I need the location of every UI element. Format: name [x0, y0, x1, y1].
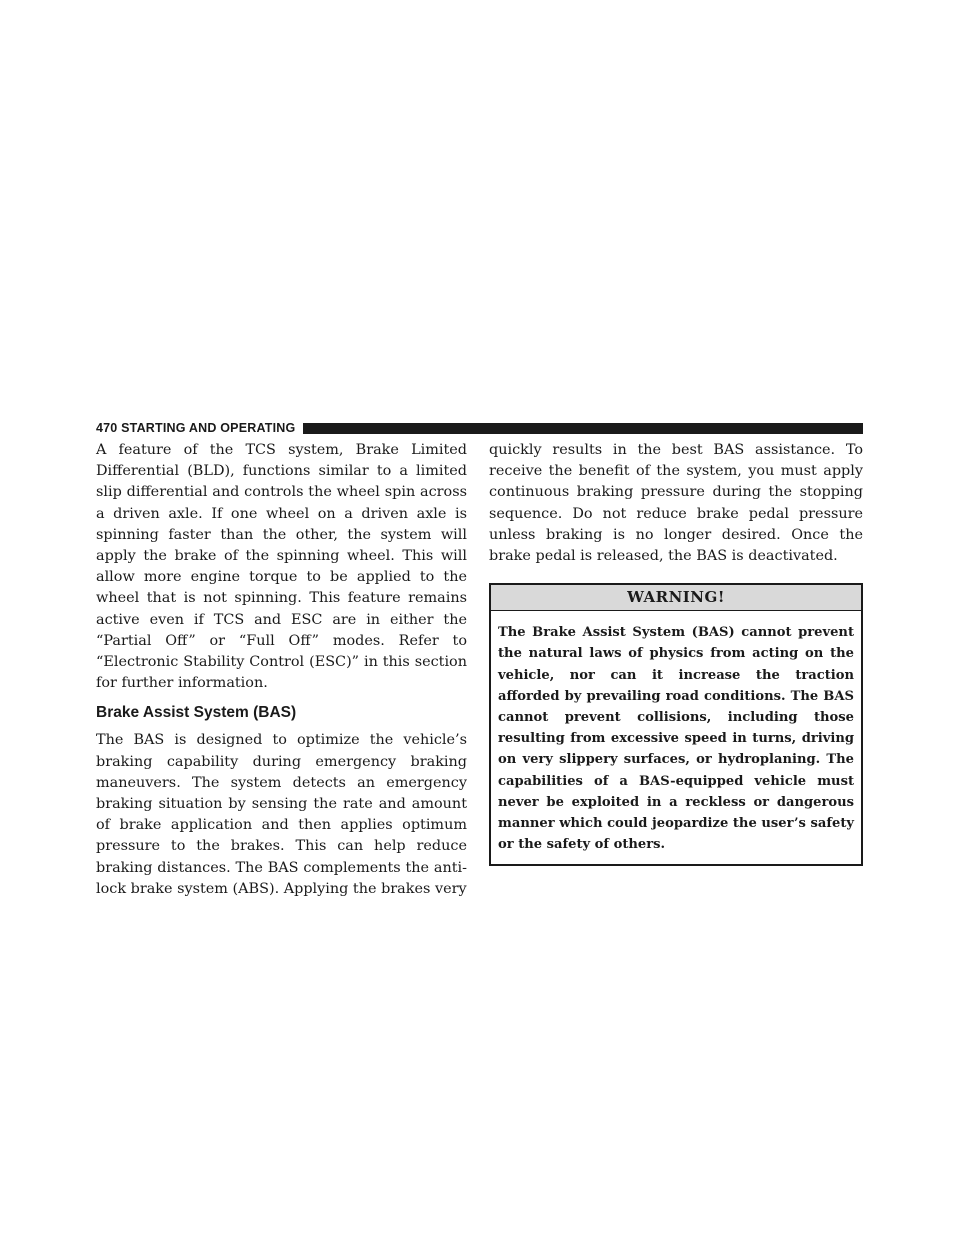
bas-continuation-paragraph: quickly results in the best BAS assistance. To receive the benefit of the system, you must apply continuous braking pressure during the stopping sequence. Do not reduce brake pedal pressure unless braking is no longer desired. Once the brake pedal is released, the BAS is deactivated.	[489, 442, 863, 565]
header-rule-bar	[303, 423, 863, 434]
bas-intro-paragraph: The BAS is designed to optimize the vehicle’s braking capability during emergency braking maneuvers. The system detects an emergency braking situation by sensing the rate and amount of brake application and then applies optimum pressure to the brakes. This can help reduce braking distances. The BAS complements the anti-lock brake system (ABS). Applying the brakes very	[96, 732, 467, 897]
warning-box	[489, 583, 863, 866]
page-header	[96, 420, 863, 436]
left-column	[96, 440, 467, 900]
section-heading-bas: Brake Assist System (BAS)	[96, 704, 297, 722]
page-number-and-chapter: 470 STARTING AND OPERATING	[96, 421, 296, 435]
tcs-bld-paragraph: A feature of the TCS system, Brake Limited Differential (BLD), functions similar to a limited slip differential and controls the wheel spin across a driven axle. If one wheel on a driven axle is spinning faster than the other, the system will apply the brake of the spinning wheel. This will allow more engine torque to be applied to the wheel that is not spinning. This feature remains active even if TCS and ESC are in either the “Partial Off” or “Full Off” modes. Refer to “Electronic Stability Control (ESC)” in this section for further information.	[96, 442, 467, 692]
right-column	[489, 440, 863, 866]
warning-text: The Brake Assist System (BAS) cannot prevent the natural laws of physics from acting on the vehicle, nor can it increase the traction afforded by prevailing road conditions. The BAS cannot prevent collisions, including those resulting from excessive speed in turns, driving on very slippery surfaces, or hydroplaning. The capabilities of a BAS-equipped vehicle must never be exploited in a reckless or dangerous manner which could jeopardize the user’s safety or the safety of others.	[498, 625, 854, 853]
warning-title: WARNING!	[491, 585, 861, 611]
